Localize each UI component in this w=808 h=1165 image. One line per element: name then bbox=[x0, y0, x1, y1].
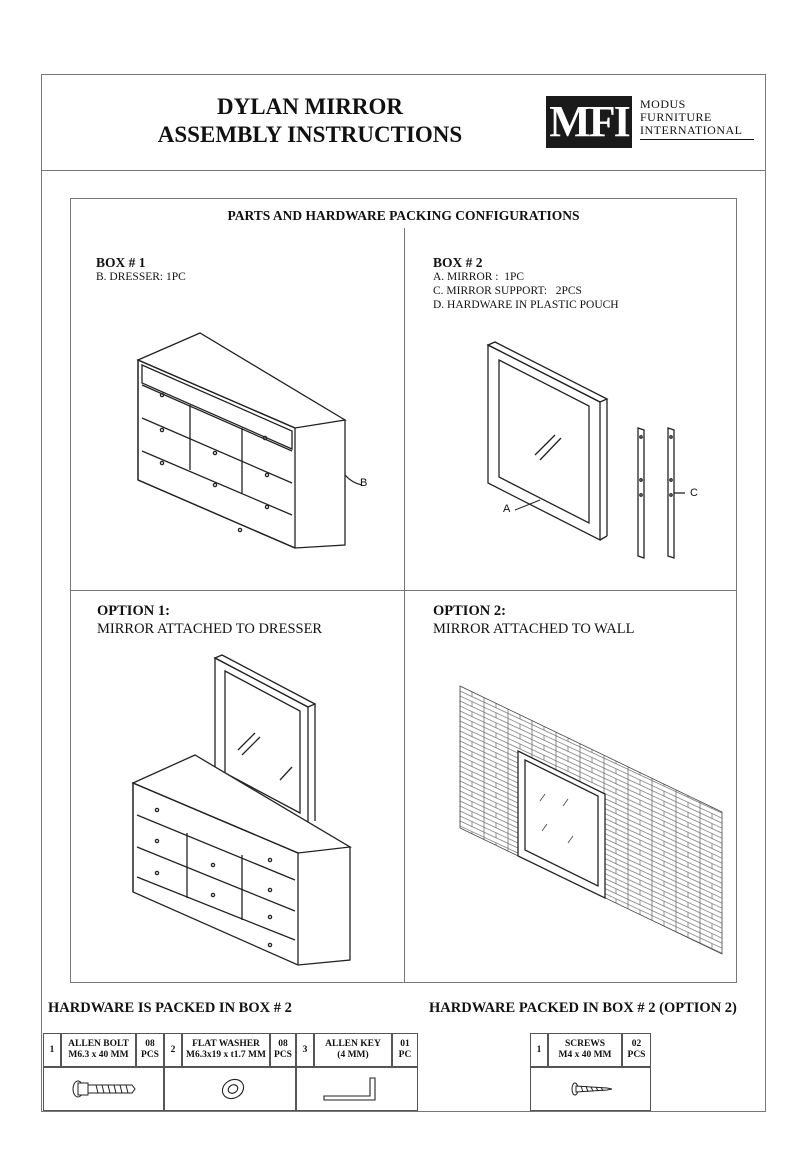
hw-right-name-1-line1: SCREWS bbox=[564, 1039, 606, 1049]
hardware-left-heading: HARDWARE IS PACKED IN BOX # 2 bbox=[48, 1000, 292, 1016]
box2-item-2: C. MIRROR SUPPORT: 2PCS bbox=[433, 285, 582, 297]
box2-item-3: D. HARDWARE IN PLASTIC POUCH bbox=[433, 299, 619, 311]
logo-underline bbox=[640, 139, 754, 140]
dresser-with-mirror-illustration bbox=[130, 655, 355, 975]
hw-left-name-1-line1: ALLEN BOLT bbox=[68, 1039, 129, 1049]
hw-left-name-1 bbox=[61, 1033, 136, 1067]
option1-desc: MIRROR ATTACHED TO DRESSER bbox=[97, 621, 323, 637]
hw-left-name-3-line1: ALLEN KEY bbox=[325, 1039, 381, 1049]
hw-left-qty-3-line1: 01 bbox=[400, 1039, 410, 1049]
box2-item-1: A. MIRROR : 1PC bbox=[433, 271, 525, 283]
washer-icon bbox=[220, 1078, 246, 1100]
callout-a: A bbox=[503, 503, 511, 515]
logo-line-3: INTERNATIONAL bbox=[640, 123, 743, 137]
hw-left-name-2-line2: M6.3x19 x t1.7 MM bbox=[186, 1050, 266, 1060]
box2-title: BOX # 2 bbox=[433, 255, 483, 270]
bolt-icon bbox=[72, 1080, 137, 1098]
hw-right-num-1: 1 bbox=[530, 1033, 548, 1067]
hw-left-name-2 bbox=[182, 1033, 270, 1067]
option1-title: OPTION 1: bbox=[97, 603, 170, 619]
option2-desc: MIRROR ATTACHED TO WALL bbox=[433, 621, 635, 637]
grid-horizontal-divider bbox=[70, 590, 737, 591]
hw-left-name-1-line2: M6.3 x 40 MM bbox=[68, 1050, 129, 1060]
hw-right-qty-1-line2: PCS bbox=[627, 1050, 646, 1060]
header-divider bbox=[41, 170, 766, 171]
hw-right-name-1 bbox=[548, 1033, 622, 1067]
grid-vertical-divider bbox=[404, 228, 405, 983]
hw-right-name-1-line2: M4 x 40 MM bbox=[558, 1050, 612, 1060]
box1-item-1: B. DRESSER: 1PC bbox=[96, 271, 186, 283]
title-line-1: DYLAN MIRROR bbox=[217, 94, 403, 119]
hw-left-qty-3-line2: PC bbox=[398, 1050, 412, 1060]
hw-right-qty-1 bbox=[622, 1033, 651, 1067]
logo-line-2: FURNITURE bbox=[640, 110, 712, 124]
hw-left-qty-1-line2: PCS bbox=[141, 1050, 159, 1060]
callout-b: B bbox=[360, 477, 368, 489]
hw-left-qty-2-line2: PCS bbox=[274, 1050, 292, 1060]
hw-left-icon-cell-1 bbox=[43, 1067, 164, 1111]
logo-line-1: MODUS bbox=[640, 97, 686, 111]
mirror-supports-illustration bbox=[630, 425, 690, 565]
hw-left-qty-2 bbox=[270, 1033, 296, 1067]
hw-left-name-3-line2: (4 MM) bbox=[337, 1050, 369, 1060]
screw-icon bbox=[571, 1082, 613, 1096]
hw-left-num-3: 3 bbox=[296, 1033, 314, 1067]
wall-mirror-illustration bbox=[460, 686, 725, 956]
hw-left-icon-cell-3 bbox=[296, 1067, 418, 1111]
hw-left-icon-cell-2 bbox=[164, 1067, 296, 1111]
hw-left-num-2: 2 bbox=[164, 1033, 182, 1067]
hw-left-qty-2-line1: 08 bbox=[278, 1039, 288, 1049]
option2-title: OPTION 2: bbox=[433, 603, 506, 619]
hw-left-name-2-line1: FLAT WASHER bbox=[192, 1039, 260, 1049]
title-line-2: ASSEMBLY INSTRUCTIONS bbox=[157, 122, 463, 147]
hw-left-qty-1-line1: 08 bbox=[145, 1039, 155, 1049]
box1-title: BOX # 1 bbox=[96, 255, 146, 270]
hw-left-qty-1 bbox=[136, 1033, 164, 1067]
allen-key-icon bbox=[322, 1076, 382, 1102]
callout-a-leader bbox=[515, 495, 545, 515]
hw-right-qty-1-line1: 02 bbox=[631, 1039, 642, 1049]
packing-heading: PARTS AND HARDWARE PACKING CONFIGURATIONS bbox=[227, 208, 580, 223]
hw-left-num-1: 1 bbox=[43, 1033, 61, 1067]
hw-left-qty-3 bbox=[392, 1033, 418, 1067]
dresser-illustration bbox=[130, 325, 370, 555]
hw-right-icon-cell-1 bbox=[530, 1067, 651, 1111]
hardware-right-heading: HARDWARE PACKED IN BOX # 2 (OPTION 2) bbox=[429, 1000, 737, 1016]
logo-mark: MFI bbox=[546, 96, 632, 148]
hw-left-name-3 bbox=[314, 1033, 392, 1067]
callout-c: C bbox=[690, 487, 698, 499]
